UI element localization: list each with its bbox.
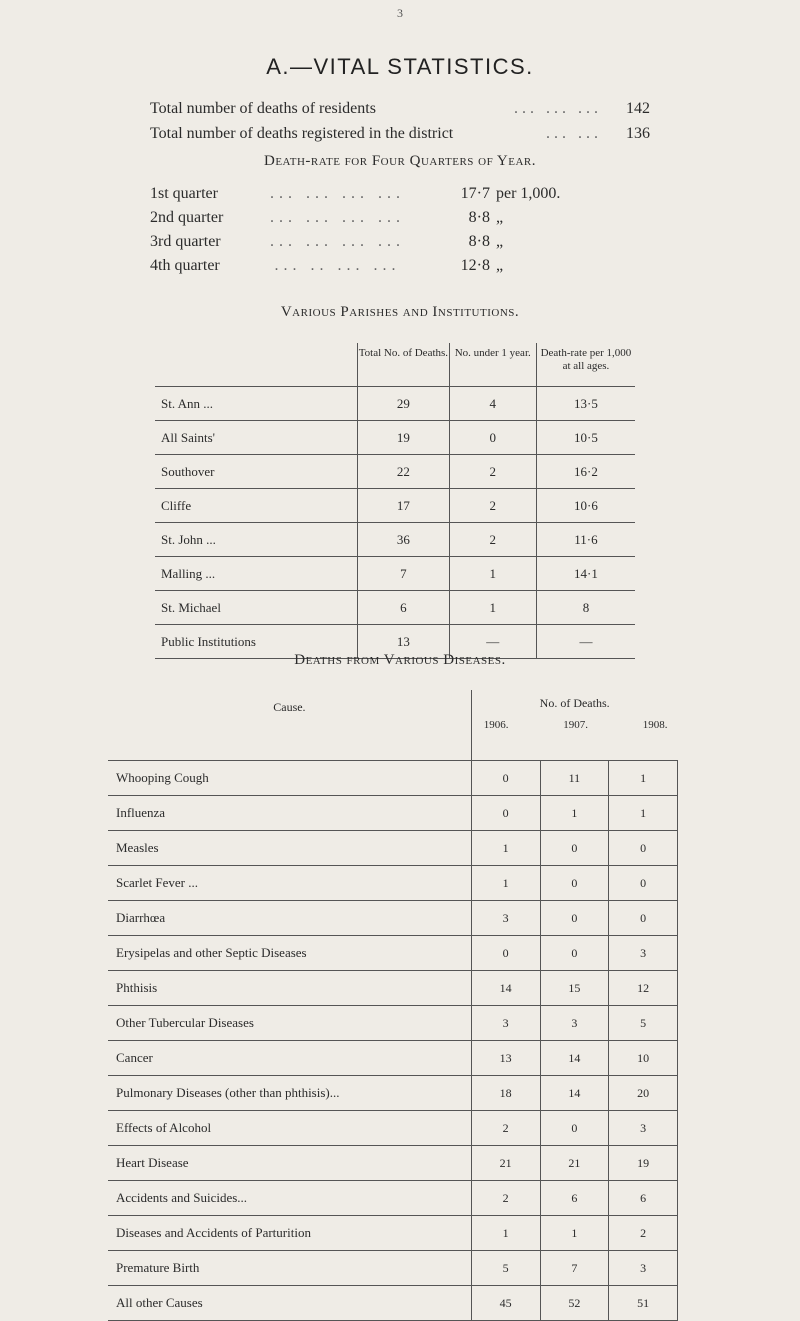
deaths-1908: 3 [609, 1111, 678, 1146]
deaths-1907: 15 [540, 971, 609, 1006]
parish-name: St. Michael [155, 591, 358, 625]
disease-cause: Whooping Cough [108, 761, 471, 796]
deaths-1907: 0 [540, 831, 609, 866]
header-death-rate: Death-rate per 1,000 at all ages. [540, 347, 632, 372]
parish-rate: 14·1 [536, 557, 635, 591]
header-deaths-title: No. of Deaths. [539, 696, 610, 710]
deaths-1906: 1 [471, 866, 540, 901]
quarter-row [150, 233, 710, 257]
disease-cause: Erysipelas and other Septic Diseases [108, 936, 471, 971]
deaths-1906: 1 [471, 1216, 540, 1251]
quarter-row [150, 209, 710, 233]
deaths-1908: 1 [609, 761, 678, 796]
disease-cause: Other Tubercular Diseases [108, 1006, 471, 1041]
parish-rate: 11·6 [536, 523, 635, 557]
deaths-1908: 0 [609, 866, 678, 901]
table-row [108, 796, 678, 831]
parish-name: Public Institutions [155, 625, 358, 659]
leader-dots: ... ... [546, 125, 602, 142]
parish-under1: — [449, 625, 536, 659]
table-row [108, 866, 678, 901]
summary-value: 142 [626, 100, 650, 117]
table-row [108, 901, 678, 936]
disease-cause: Effects of Alcohol [108, 1111, 471, 1146]
parish-total: 17 [358, 489, 449, 523]
page-number: 3 [397, 6, 403, 20]
table-row [108, 1216, 678, 1251]
deaths-1906: 21 [471, 1146, 540, 1181]
parish-rate: 16·2 [536, 455, 635, 489]
table-row [108, 1181, 678, 1216]
quarter-rate: 17·7 [460, 185, 490, 202]
disease-cause: Pulmonary Diseases (other than phthisis)... [108, 1076, 471, 1111]
deaths-1906: 13 [471, 1041, 540, 1076]
disease-cause: Heart Disease [108, 1146, 471, 1181]
header-total-deaths: Total No. of Deaths. [358, 343, 449, 387]
quarter-label: 1st quarter [150, 185, 218, 202]
table-row [108, 761, 678, 796]
parish-name: Cliffe [155, 489, 358, 523]
deaths-1906: 2 [471, 1181, 540, 1216]
parish-under1: 2 [449, 489, 536, 523]
quarters-list [150, 185, 710, 281]
parish-name: All Saints' [155, 421, 358, 455]
quarter-rate: 8·8 [468, 209, 490, 226]
deaths-1907: 0 [540, 936, 609, 971]
deaths-1907: 7 [540, 1251, 609, 1286]
parish-under1: 4 [449, 387, 536, 421]
deaths-1907: 0 [540, 1111, 609, 1146]
deaths-1906: 14 [471, 971, 540, 1006]
parish-under1: 2 [449, 455, 536, 489]
header-cause: Cause. [108, 690, 471, 761]
deaths-1906: 0 [471, 761, 540, 796]
disease-cause: All other Causes [108, 1286, 471, 1321]
parish-total: 29 [358, 387, 449, 421]
table-row [155, 489, 635, 523]
parish-total: 22 [358, 455, 449, 489]
deaths-1907: 1 [540, 796, 609, 831]
table-row [108, 831, 678, 866]
parishes-title: Various Parishes and Institutions. [280, 304, 520, 320]
leader-dots: ... ... ... [514, 100, 602, 117]
quarter-unit: „ [496, 257, 504, 274]
deaths-1908: 6 [609, 1181, 678, 1216]
deaths-1908: 3 [609, 1251, 678, 1286]
header-under-one: No. under 1 year. [449, 343, 536, 387]
deaths-1906: 45 [471, 1286, 540, 1321]
page-title: A.—VITAL STATISTICS. [266, 54, 534, 79]
table-row [108, 1286, 678, 1321]
disease-cause: Diarrhœa [108, 901, 471, 936]
parish-rate: 13·5 [536, 387, 635, 421]
table-row [108, 1006, 678, 1041]
parish-rate: — [536, 625, 635, 659]
deaths-1908: 0 [609, 831, 678, 866]
deaths-1907: 0 [540, 901, 609, 936]
parish-rate: 10·6 [536, 489, 635, 523]
quarter-rate: 12·8 [460, 257, 490, 274]
quarter-label: 4th quarter [150, 257, 220, 274]
deaths-1906: 1 [471, 831, 540, 866]
quarter-label: 3rd quarter [150, 233, 221, 250]
deaths-1907: 52 [540, 1286, 609, 1321]
deaths-1907: 14 [540, 1041, 609, 1076]
deaths-1906: 3 [471, 901, 540, 936]
diseases-table [108, 690, 678, 1321]
summary-row-residents [150, 100, 650, 125]
disease-cause: Influenza [108, 796, 471, 831]
disease-cause: Phthisis [108, 971, 471, 1006]
deaths-1906: 5 [471, 1251, 540, 1286]
disease-cause: Premature Birth [108, 1251, 471, 1286]
parish-total: 19 [358, 421, 449, 455]
leader-dots: ... ... ... ... [270, 233, 405, 250]
parish-rate: 8 [536, 591, 635, 625]
year-1906: 1906. [483, 719, 509, 731]
quarter-row [150, 257, 710, 281]
parish-total: 7 [358, 557, 449, 591]
parishes-table [155, 343, 635, 659]
deaths-1908: 20 [609, 1076, 678, 1111]
deaths-1908: 0 [609, 901, 678, 936]
table-row [108, 1111, 678, 1146]
parish-name: Malling ... [155, 557, 358, 591]
year-1907: 1907. [563, 719, 589, 731]
quarter-unit: per 1,000. [496, 185, 561, 202]
parish-header-blank [155, 343, 358, 387]
header-years [472, 711, 678, 731]
quarter-rate: 8·8 [468, 233, 490, 250]
parish-under1: 1 [449, 591, 536, 625]
summary-block [150, 100, 650, 150]
deaths-1908: 19 [609, 1146, 678, 1181]
parish-name: St. John ... [155, 523, 358, 557]
diseases-title: Deaths from Various Diseases. [294, 652, 506, 668]
table-row [108, 1041, 678, 1076]
table-row [108, 971, 678, 1006]
table-row [108, 936, 678, 971]
deaths-1906: 0 [471, 796, 540, 831]
parish-total: 13 [358, 625, 449, 659]
parish-name: St. Ann ... [155, 387, 358, 421]
deaths-1908: 5 [609, 1006, 678, 1041]
leader-dots: ... ... ... ... [270, 209, 405, 226]
quarter-row [150, 185, 710, 209]
table-row [155, 557, 635, 591]
table-row [155, 421, 635, 455]
table-row [155, 455, 635, 489]
summary-label: Total number of deaths registered in the district [150, 125, 454, 142]
disease-cause: Cancer [108, 1041, 471, 1076]
deaths-1907: 21 [540, 1146, 609, 1181]
table-row [155, 523, 635, 557]
deaths-1908: 10 [609, 1041, 678, 1076]
quarters-title: Death-rate for Four Quarters of Year. [263, 153, 537, 169]
quarter-unit: „ [496, 209, 504, 226]
deaths-1908: 51 [609, 1286, 678, 1321]
deaths-1907: 1 [540, 1216, 609, 1251]
table-row [108, 1146, 678, 1181]
year-1908: 1908. [642, 719, 668, 731]
deaths-1906: 3 [471, 1006, 540, 1041]
deaths-1908: 12 [609, 971, 678, 1006]
disease-cause: Scarlet Fever ... [108, 866, 471, 901]
deaths-1907: 3 [540, 1006, 609, 1041]
parish-under1: 1 [449, 557, 536, 591]
disease-cause: Accidents and Suicides... [108, 1181, 471, 1216]
table-row [155, 387, 635, 421]
deaths-1906: 0 [471, 936, 540, 971]
parish-under1: 0 [449, 421, 536, 455]
parish-under1: 2 [449, 523, 536, 557]
summary-value: 136 [626, 125, 650, 142]
table-row [155, 591, 635, 625]
parish-rate: 10·5 [536, 421, 635, 455]
table-row [108, 1076, 678, 1111]
deaths-1908: 3 [609, 936, 678, 971]
deaths-1908: 2 [609, 1216, 678, 1251]
header-deaths [471, 690, 677, 761]
disease-cause: Diseases and Accidents of Parturition [108, 1216, 471, 1251]
summary-row-registered [150, 125, 650, 150]
table-row [108, 1251, 678, 1286]
parish-total: 36 [358, 523, 449, 557]
deaths-1907: 11 [540, 761, 609, 796]
quarter-unit: „ [496, 233, 504, 250]
parish-name: Southover [155, 455, 358, 489]
deaths-1907: 6 [540, 1181, 609, 1216]
deaths-1908: 1 [609, 796, 678, 831]
deaths-1906: 18 [471, 1076, 540, 1111]
parish-total: 6 [358, 591, 449, 625]
leader-dots: ... .. ... ... [274, 257, 401, 274]
disease-cause: Measles [108, 831, 471, 866]
leader-dots: ... ... ... ... [270, 185, 405, 202]
quarter-label: 2nd quarter [150, 209, 224, 226]
deaths-1906: 2 [471, 1111, 540, 1146]
summary-label: Total number of deaths of residents [150, 100, 376, 117]
deaths-1907: 14 [540, 1076, 609, 1111]
deaths-1907: 0 [540, 866, 609, 901]
